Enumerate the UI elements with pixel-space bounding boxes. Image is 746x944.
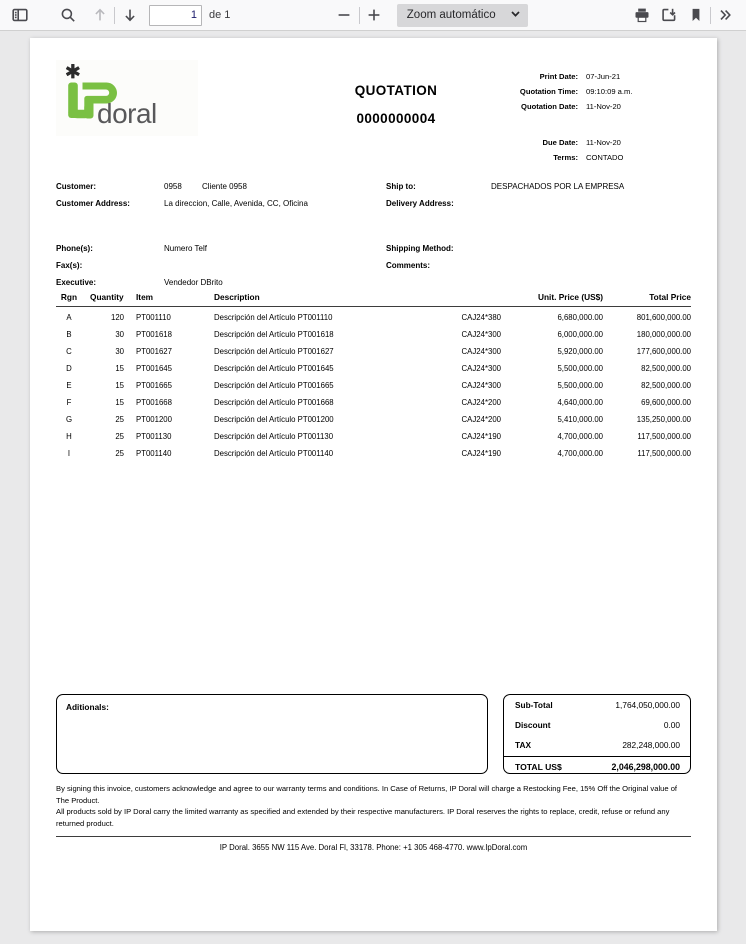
cell-unit: CAJ24*300 <box>461 364 501 373</box>
grand-total-row <box>504 756 690 774</box>
field-label: Executive: <box>56 278 97 287</box>
cell-total-price: 135,250,000.00 <box>636 415 691 424</box>
cell-item: PT001645 <box>136 364 172 373</box>
zoom-in-icon[interactable] <box>361 3 388 28</box>
field-value: Vendedor DBrito <box>164 278 223 287</box>
cell-quantity: 120 <box>110 313 124 322</box>
cell-item: PT001140 <box>136 449 172 458</box>
page-title: QUOTATION <box>354 83 438 98</box>
cell-rgn: A <box>66 313 72 322</box>
total-value: 0.00 <box>663 720 680 730</box>
meta-key: Due Date: <box>542 138 578 147</box>
cell-total-price: 180,000,000.00 <box>636 330 691 339</box>
subtotal-row <box>504 695 690 715</box>
table-row <box>56 427 691 444</box>
page-count-label: de 1 <box>209 9 231 21</box>
column-spacer <box>56 216 386 244</box>
cell-quantity: 25 <box>115 432 124 441</box>
meta-value: 09:10:09 a.m. <box>586 87 633 96</box>
cell-quantity: 30 <box>115 330 124 339</box>
col-header-unit-price: Unit. Price (US$) <box>517 292 603 307</box>
table-row <box>56 359 691 376</box>
pdf-toolbar <box>0 0 746 31</box>
line-items-table <box>56 292 691 461</box>
cell-description: Descripción del Artículo PT001200 <box>214 415 334 424</box>
cell-total-price: 117,500,000.00 <box>637 432 691 441</box>
discount-row <box>504 715 690 735</box>
cell-rgn: I <box>67 449 71 458</box>
grand-total-value: 2,046,298,000.00 <box>611 762 680 772</box>
additionals-label: Aditionals: <box>66 702 109 712</box>
comments-row <box>386 261 624 278</box>
meta-key: Terms: <box>553 153 578 162</box>
meta-value: 11-Nov-20 <box>586 138 621 147</box>
cell-description: Descripción del Artículo PT001645 <box>214 364 334 373</box>
cell-quantity: 25 <box>115 449 124 458</box>
meta-key: Print Date: <box>539 72 578 81</box>
cell-description: Descripción del Artículo PT001627 <box>214 347 334 356</box>
cell-unit: CAJ24*300 <box>461 330 501 339</box>
grand-total-label: TOTAL US$ <box>515 762 562 772</box>
toolbar-divider <box>114 7 115 24</box>
meta-row <box>491 102 691 117</box>
cell-rgn: C <box>66 347 72 356</box>
cell-quantity: 25 <box>115 415 124 424</box>
parties-section <box>56 182 691 292</box>
table-row <box>56 444 691 461</box>
cell-description: Descripción del Artículo PT001668 <box>214 398 334 407</box>
legal-paragraph: All products sold by IP Doral carry the limited warranty as specified and extended by their respective manufacturers. IP Doral reserves the rights to replace, credit, refuse or refund any returned product. <box>56 807 670 828</box>
cell-rgn: D <box>66 364 72 373</box>
meta-row <box>491 138 691 153</box>
asterisk-glyph <box>66 64 80 78</box>
toolbar-left-group <box>0 3 230 28</box>
sidebar-toggle-icon[interactable] <box>6 3 33 28</box>
cell-rgn: F <box>66 398 72 407</box>
cell-unit: CAJ24*200 <box>461 415 501 424</box>
cell-item: PT001668 <box>136 398 172 407</box>
cell-unit-price: 4,700,000.00 <box>557 432 603 441</box>
table-row <box>56 376 691 393</box>
cell-item: PT001665 <box>136 381 172 390</box>
field-label: Ship to: <box>386 182 416 191</box>
total-label: TAX <box>515 740 531 750</box>
cell-rgn: G <box>65 415 73 424</box>
cell-item: PT001618 <box>136 330 172 339</box>
cell-description: Descripción del Artículo PT001130 <box>214 432 334 441</box>
cell-unit: CAJ24*190 <box>461 449 501 458</box>
company-footer: IP Doral. 3655 NW 115 Ave. Doral Fl, 33178. Phone: +1 305 468-4770. www.IpDoral.com <box>219 843 528 853</box>
svg-text:doral: doral <box>97 98 157 129</box>
quotation-number: 0000000004 <box>356 111 436 126</box>
field-value: DESPACHADOS POR LA EMPRESA <box>491 182 625 191</box>
cell-description: Descripción del Artículo PT001110 <box>214 313 333 322</box>
zoom-level-select[interactable] <box>397 4 528 27</box>
field-value <box>164 182 247 191</box>
meta-row <box>491 153 691 168</box>
field-label: Comments: <box>386 261 431 270</box>
cell-unit-price: 4,640,000.00 <box>557 398 603 407</box>
cell-unit-price: 5,410,000.00 <box>557 415 603 424</box>
zoom-divider <box>359 7 360 24</box>
cell-unit-price: 5,500,000.00 <box>557 364 603 373</box>
col-header-total-price: Total Price <box>603 292 691 307</box>
shipping-method-row <box>386 244 624 261</box>
cell-description: Descripción del Artículo PT001665 <box>214 381 334 390</box>
field-value: La direccion, Calle, Avenida, CC, Oficina <box>164 199 308 208</box>
col-header-quantity: Quantity <box>82 292 136 307</box>
total-label: Sub-Total <box>515 700 553 710</box>
table-row <box>56 342 691 359</box>
customer-name: Cliente 0958 <box>202 182 247 191</box>
next-page-icon[interactable] <box>116 3 143 28</box>
meta-key: Quotation Time: <box>519 87 578 96</box>
phone-row <box>56 244 386 261</box>
pdf-viewer-area[interactable] <box>0 31 746 944</box>
cell-quantity: 15 <box>115 364 124 373</box>
table-row <box>56 410 691 427</box>
cell-item: PT001627 <box>136 347 172 356</box>
totals-box <box>503 694 691 774</box>
col-header-description: Description <box>214 292 439 307</box>
cell-unit: CAJ24*380 <box>461 313 501 322</box>
delivery-address-row <box>386 199 624 216</box>
field-label: Shipping Method: <box>386 244 454 253</box>
meta-value: CONTADO <box>586 153 624 162</box>
tools-divider <box>710 7 711 24</box>
col-header-item: Item <box>136 292 214 307</box>
meta-row <box>491 87 691 102</box>
document-header <box>56 60 691 182</box>
ipdoral-logo <box>56 60 198 136</box>
save-icon[interactable] <box>655 3 682 28</box>
chevron-down-icon <box>510 6 521 24</box>
customer-row <box>56 182 386 199</box>
total-value: 282,248,000.00 <box>622 740 680 750</box>
field-label: Phone(s): <box>56 244 93 253</box>
zoom-out-icon[interactable] <box>331 3 358 28</box>
quotation-meta-block <box>491 72 691 168</box>
field-label: Fax(s): <box>56 261 83 270</box>
table-row <box>56 307 691 326</box>
cell-rgn: E <box>66 381 72 390</box>
executive-row <box>56 278 386 295</box>
table-row <box>56 325 691 342</box>
legal-paragraph: By signing this invoice, customers acknowledge and agree to our warranty terms and conditions. In Case of Returns, IP Doral will charge a Restocking Fee, 15% Off the Original value of The Product. <box>56 784 678 805</box>
column-spacer <box>386 216 624 244</box>
meta-key: Quotation Date: <box>521 102 578 111</box>
quotation-title-block <box>316 83 476 126</box>
search-icon[interactable] <box>54 3 81 28</box>
cell-item: PT001200 <box>136 415 172 424</box>
meta-spacer <box>491 117 691 138</box>
customer-address-row <box>56 199 386 216</box>
cell-total-price: 177,600,000.00 <box>636 347 691 356</box>
cell-unit: CAJ24*190 <box>461 432 501 441</box>
cell-total-price: 82,500,000.00 <box>641 364 691 373</box>
page-number-input[interactable] <box>149 5 202 26</box>
cell-quantity: 15 <box>115 381 124 390</box>
more-tools-icon[interactable] <box>712 3 739 28</box>
previous-page-icon[interactable] <box>86 3 113 28</box>
total-label: Discount <box>515 720 551 730</box>
cell-description: Descripción del Artículo PT001140 <box>214 449 334 458</box>
zoom-level-label: Zoom automático <box>406 9 496 21</box>
cell-quantity: 30 <box>115 347 124 356</box>
table-row <box>56 393 691 410</box>
table-body <box>56 307 691 462</box>
print-icon[interactable] <box>628 3 655 28</box>
summary-section <box>56 694 691 774</box>
col-header-unit <box>439 292 517 307</box>
cell-total-price: 69,600,000.00 <box>641 398 691 407</box>
meta-row <box>491 72 691 87</box>
tax-row <box>504 735 690 755</box>
meta-value: 07-Jun-21 <box>586 72 621 81</box>
cell-description: Descripción del Artículo PT001618 <box>214 330 334 339</box>
cell-unit: CAJ24*200 <box>461 398 501 407</box>
field-label: Customer Address: <box>56 199 130 208</box>
cell-total-price: 117,500,000.00 <box>637 449 691 458</box>
field-value: Numero Telf <box>164 244 207 253</box>
cell-quantity: 15 <box>115 398 124 407</box>
cell-total-price: 801,600,000.00 <box>636 313 691 322</box>
shipping-column <box>386 182 624 278</box>
cell-unit-price: 5,920,000.00 <box>557 347 603 356</box>
customer-code: 0958 <box>164 182 182 191</box>
cell-unit-price: 5,500,000.00 <box>557 381 603 390</box>
cell-unit-price: 4,700,000.00 <box>557 449 603 458</box>
cell-unit-price: 6,000,000.00 <box>557 330 603 339</box>
cell-unit: CAJ24*300 <box>461 347 501 356</box>
total-value: 1,764,050,000.00 <box>615 700 680 710</box>
legal-terms <box>56 783 691 829</box>
cell-total-price: 82,500,000.00 <box>641 381 691 390</box>
cell-rgn: B <box>66 330 72 339</box>
cell-item: PT001110 <box>136 313 171 322</box>
fax-row <box>56 261 386 278</box>
field-label: Delivery Address: <box>386 199 454 208</box>
toolbar-zoom-group <box>230 3 628 28</box>
meta-value: 11-Nov-20 <box>586 102 621 111</box>
cell-unit-price: 6,680,000.00 <box>557 313 603 322</box>
bookmark-icon[interactable] <box>682 3 709 28</box>
additionals-box[interactable] <box>56 694 488 774</box>
customer-column <box>56 182 386 295</box>
col-header-rgn: Rgn <box>56 292 82 307</box>
toolbar-right-group <box>628 3 746 28</box>
field-label: Customer: <box>56 182 97 191</box>
pdf-page <box>30 38 717 931</box>
quotation-document <box>56 60 691 852</box>
cell-rgn: H <box>66 432 72 441</box>
cell-unit: CAJ24*300 <box>461 381 501 390</box>
ship-to-row <box>386 182 624 199</box>
cell-item: PT001130 <box>136 432 172 441</box>
